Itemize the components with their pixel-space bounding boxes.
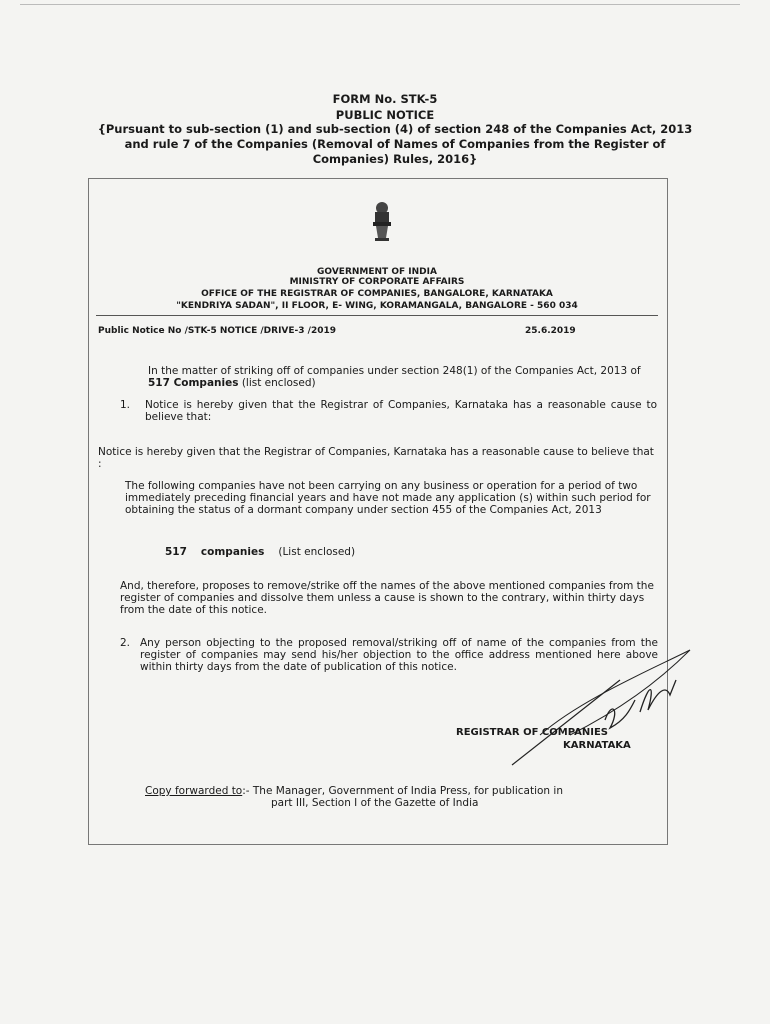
copy-label: Copy forwarded to — [145, 785, 243, 797]
matter-count: 517 Companies — [148, 377, 239, 389]
notice-paragraph: Notice is hereby given that the Registrar of Companies, Karnataka has a reasonable cause to believe that : — [98, 446, 654, 470]
therefore-paragraph: And, therefore, proposes to remove/strike off the names of the above mentioned companies from the register of companies and dissolve them unless a cause is shown to the contrary, within thirty days from the date of this notice. — [120, 580, 654, 616]
notice-date: 25.6.2019 — [525, 326, 576, 336]
signatory-title: REGISTRAR OF COMPANIES — [456, 727, 608, 738]
signatory-state: KARNATAKA — [563, 740, 631, 751]
item-1-text: Notice is hereby given that the Registrar of Companies, Karnataka has a reasonable cause to believe that: — [145, 399, 657, 423]
copy-text-2: part III, Section I of the Gazette of India — [271, 797, 479, 809]
item-2-text: Any person objecting to the proposed removal/striking off of name of the companies from the register of companies may send his/her objection to the office address mentioned here above within thirty days from the date of publication of this notice. — [140, 637, 658, 673]
gov-line: GOVERNMENT OF INDIA — [317, 267, 437, 277]
form-subtitle: PUBLIC NOTICE — [335, 108, 435, 122]
notice-number: Public Notice No /STK-5 NOTICE /DRIVE-3 /2019 — [98, 326, 337, 336]
state-emblem-icon — [365, 200, 399, 244]
companies-count: 517 — [165, 546, 187, 558]
matter-text-post: (list enclosed) — [238, 377, 316, 389]
item-2-number: 2. — [120, 637, 131, 649]
divider — [96, 315, 658, 316]
matter-text-pre: In the matter of striking off of companies under section 248(1) of the Companies Act, 2013 of — [148, 365, 641, 377]
address-line: "KENDRIYA SADAN", II FLOOR, E- WING, KORAMANGALA, BANGALORE - 560 034 — [176, 301, 578, 311]
matter-paragraph — [148, 365, 658, 389]
following-paragraph: The following companies have not been carrying on any business or operation for a period of two immediately preceding financial years and have not made any application (s) within such period for obtaining the status of a dormant company under section 455 of the Companies Act, 2013 — [125, 480, 651, 516]
companies-label: companies — [200, 546, 265, 558]
copy-forwarded — [145, 785, 657, 809]
companies-count-line — [165, 546, 355, 558]
office-line: OFFICE OF THE REGISTRAR OF COMPANIES, BANGALORE, KARNATAKA — [201, 289, 553, 299]
form-pursuant: {Pursuant to sub-section (1) and sub-section (4) of section 248 of the Companies Act, 2013 and rule 7 of the Companies (Removal of Names of Companies from the Register of Companies) Rules, 2016} — [97, 122, 693, 166]
copy-text-1: :- The Manager, Government of India Press, for publication in — [242, 785, 563, 797]
form-title: FORM No. STK-5 — [332, 92, 438, 106]
ministry-line: MINISTRY OF CORPORATE AFFAIRS — [289, 277, 465, 287]
companies-note: (List enclosed) — [278, 546, 356, 558]
item-1-number: 1. — [120, 399, 131, 411]
scan-edge — [20, 4, 740, 5]
